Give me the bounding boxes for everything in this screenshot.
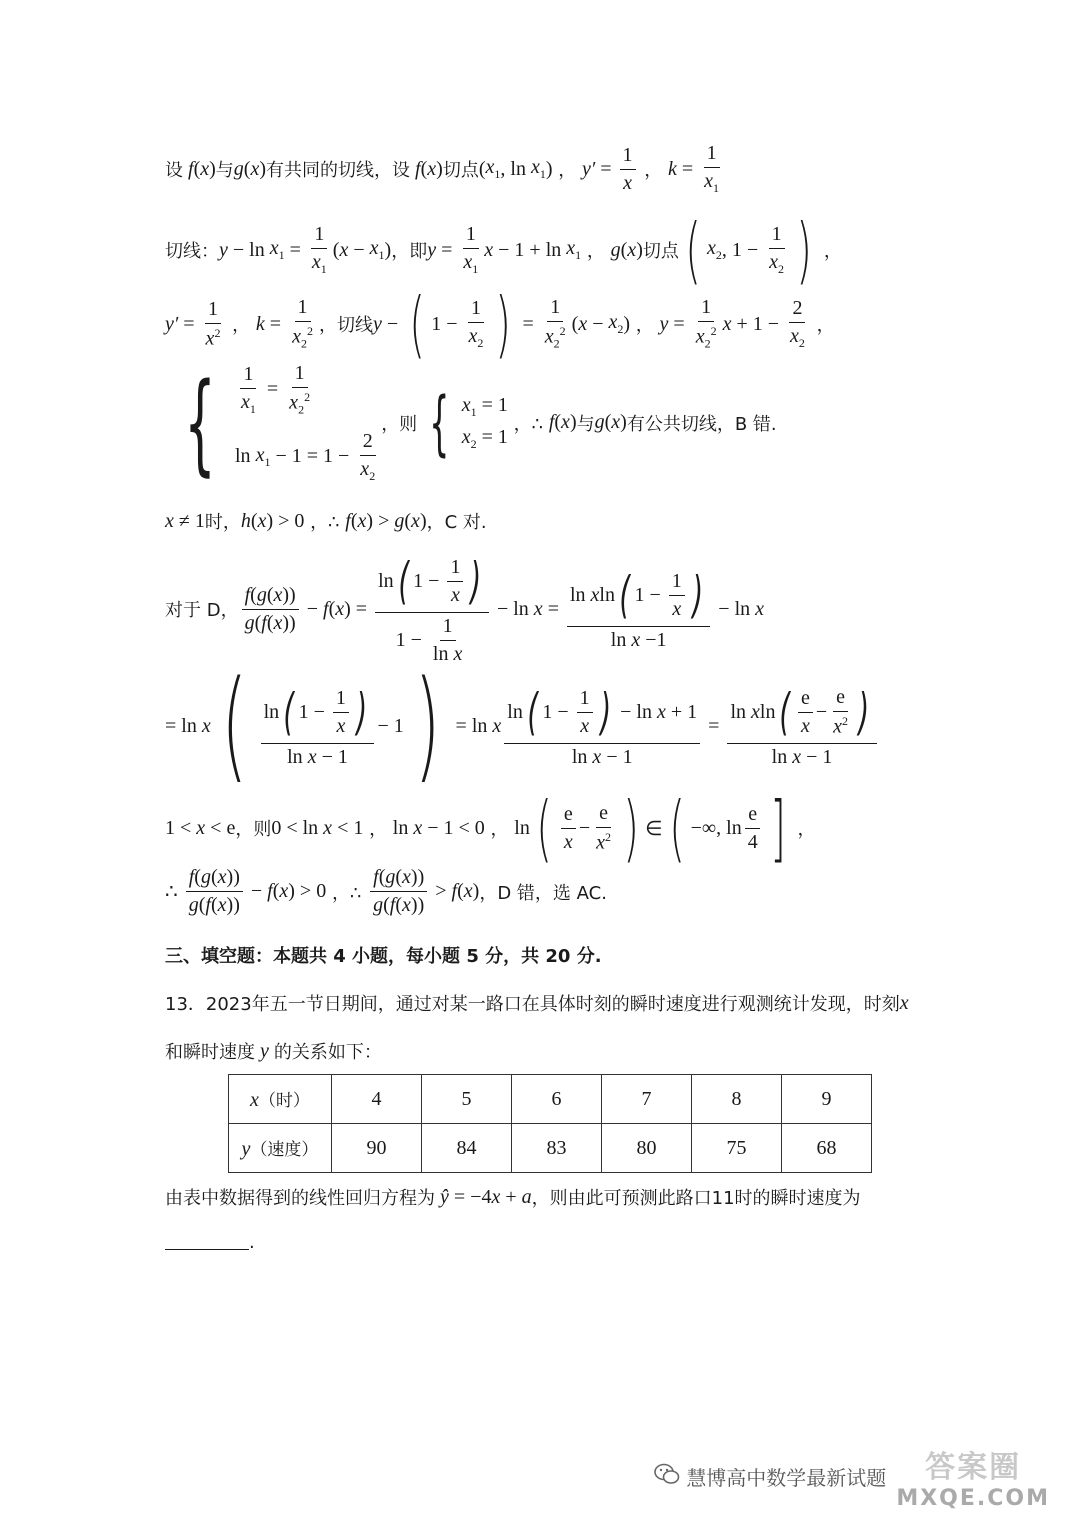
- table-cell: 6: [512, 1075, 602, 1124]
- question-13-var-y: y: [260, 1039, 269, 1062]
- question-13-text-3a: 由表中数据得到的线性回归方程为: [165, 1188, 435, 1209]
- table-row: [229, 1124, 872, 1173]
- table-cell: 75: [692, 1124, 782, 1173]
- answer-blank-line: [165, 1232, 1020, 1253]
- text-ze: ，则: [381, 413, 418, 435]
- solution-line-d2: = ln x ( ln ( 1 − $\frac{1}{x}$ ) ln x − 1 − 1 ) = ln x ln ( 1 − $\frac{1}{x}$ ) − ln x + 1 ln x − 1 = ln x ln ( $\frac{e}{x}$ − $\frac{e}{x^2}$ ) ln x − 1: [165, 666, 1020, 786]
- question-13-line-3: 由表中数据得到的线性回归方程为 ŷ = −4 x + a ，则由此可预测此路口11时的瞬时速度为: [165, 1185, 861, 1209]
- text-b-wrong: 有公共切线，B 错.: [626, 413, 777, 435]
- text-d-wrong: ，D 错，选 AC.: [479, 882, 607, 904]
- text-duiyu-d: 对于 D，: [165, 600, 239, 621]
- table-cell: 80: [602, 1124, 692, 1173]
- table-row: [229, 1075, 872, 1124]
- table-cell: 8: [692, 1075, 782, 1124]
- solution-line-tangent2: y′ = $\frac{1}{x^2}$ ， k = $\frac{1}{x_2^2}$ ，切线 y − ( 1 − $\frac{1}{x_2}$ ) = $\frac{1}{x_2^2}$ ( x − $x_2$ ) ， y = $\frac{1}{x_2^2}$ x + 1 − $\frac{2}{x_2}$ ，: [165, 282, 835, 366]
- watermark: [654, 1442, 1050, 1511]
- question-13-text-2a: 和瞬时速度: [165, 1042, 255, 1063]
- text-she: 设: [165, 160, 183, 181]
- solution-line-tangent-setup: 设 f ( x ) 与 g ( x ) 有共同的切线，设 f ( x ) 切点 ( $x_1$ , ln $x_1$ ) ， y′ = $\frac{1}{x}$ ， k = $\frac{1}{x_1}$: [165, 142, 720, 195]
- table-cell: 84: [422, 1124, 512, 1173]
- answer-blank[interactable]: [165, 1235, 249, 1250]
- question-13-line-2: [165, 1038, 1020, 1064]
- table-cell: 68: [782, 1124, 872, 1173]
- answer-blank-period: .: [249, 1232, 255, 1253]
- solution-line-d3: 1 < x < e ，则 0 < ln x < 1 ， ln x − 1 < 0 ， ln ( $\frac{e}{x}$ − $\frac{e}{x^2}$ ) ∈ ( −∞, ln $\frac{e}{4}$ ] ，: [165, 786, 816, 870]
- section-heading-text: 三、填空题：本题共 4 小题，每小题 5 分，共 20 分.: [165, 946, 602, 967]
- table-cell: 83: [512, 1124, 602, 1173]
- text-tangent-point-2: 切点: [642, 241, 679, 262]
- solution-line-d4: ∴ $\frac{f(g(x))}{g(f(x))}$ − f ( x ) > 0 ，∴ $\frac{f(g(x))}{g(f(x))}$ > f ( x ) ，D 错，选 AC.: [165, 866, 607, 916]
- table-cell: 90: [332, 1124, 422, 1173]
- question-13-text-1: 13．2023年五一节日期间，通过对某一路口在具体时刻的瞬时速度进行观测统计发现，时刻: [165, 994, 900, 1015]
- table-cell: 4: [332, 1075, 422, 1124]
- watermark-site-logo: 答案圈: [925, 1450, 1022, 1485]
- text-ji: ，即: [391, 241, 428, 262]
- table-cell: 5: [422, 1075, 512, 1124]
- question-13-line-1: [165, 990, 1020, 1016]
- text-common-tangent: 有共同的切线，设: [266, 160, 411, 181]
- data-table: [228, 1074, 872, 1173]
- watermark-site: MXQE.COM: [896, 1486, 1050, 1511]
- section-heading: [165, 942, 1020, 968]
- text-yu-2: 与: [576, 413, 595, 435]
- question-13-var-x: x: [899, 991, 909, 1014]
- solution-line-d1: 对于 D， $\frac{f(g(x))}{g(f(x))}$ − f ( x ) = ln ( 1 − $\frac{1}{x}$ ) 1 − $\frac{1}{\text{ln x}}$ − ln x = ln x ln ( 1 − $\frac{1}{x}$ ) ln x −1 − ln x: [165, 552, 765, 665]
- text-shi: 时，: [204, 512, 241, 533]
- text-tangent-point: 切点: [442, 160, 479, 181]
- table-row-label-y: y（速度）: [229, 1124, 332, 1173]
- table-row-label-x: x（时）: [229, 1075, 332, 1124]
- wechat-icon: [654, 1463, 680, 1490]
- text-yu: 与: [215, 160, 234, 181]
- solution-line-tangent1: 切线： y − ln $x_1$ = $\frac{1}{x_1}$ ( x − $x_1$ ) ，即 y = $\frac{1}{x_1}$ x − 1 + ln $x_1$ ， g ( x ) 切点 ( $x_2$ , 1 − $\frac{1}{x_2}$ ) ，: [165, 208, 842, 292]
- solution-line-c: x ≠ 1 时， h ( x ) > 0 ，∴ f ( x ) > g ( x ) ，C 对.: [165, 509, 487, 533]
- solution-line-system: { $\frac{1}{x_1}$ = $\frac{1}{x_2^2}$ ln $x_1$ − 1 = 1 − $\frac{2}{x_2}$ ，则 { $x_1 = 1$ $x_2 = 1$ ，∴ f ( x ) 与 g ( x ) 有公共切线，B 错.: [184, 358, 777, 487]
- text-tangent-label-2: ，切线: [318, 315, 373, 336]
- question-13-text-2b: 的关系如下：: [273, 1042, 382, 1063]
- question-13-text-3b: ，则由此可预测此路口11时的瞬时速度为: [531, 1188, 861, 1209]
- text-ze-2: ，则: [235, 819, 272, 840]
- text-c-correct: ，C 对.: [426, 512, 487, 533]
- text-tangent-label: 切线：: [165, 241, 219, 262]
- table-cell: 7: [602, 1075, 692, 1124]
- watermark-account: 慧博高中数学最新试题: [686, 1466, 887, 1490]
- table-cell: 9: [782, 1075, 872, 1124]
